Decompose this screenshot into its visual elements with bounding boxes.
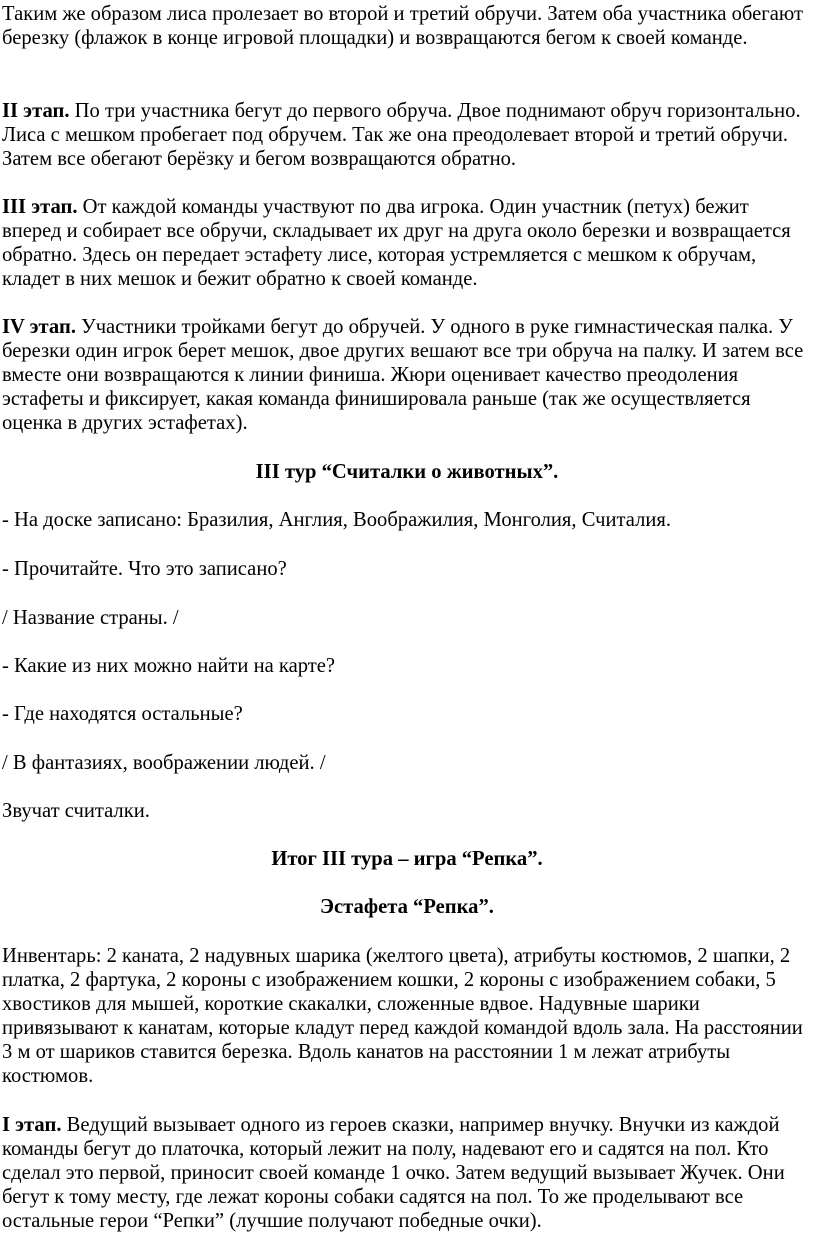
line-read: - Прочитайте. Что это записано? bbox=[2, 558, 287, 580]
paragraph-inventory: Инвентарь: 2 каната, 2 надувных шарика (желтого цвета), атрибуты костюмов, 2 шапки, 2 платка, 2 фартука, 2 короны с изображением кошки, 2 короны с изображением собаки, 5 хвостиков для мышей, короткие скакалки, сложенные вдвое. Надувные шарики привязывают к канатам, которые кладут перед каждой командой вдоль зала. На расстоянии 3 м от шариков ставится березка. Вдоль канатов на расстоянии 1 м лежат атрибуты костюмов. bbox=[2, 945, 803, 1087]
stage-3-text: От каждой команды участвуют по два игрока. Один участник (петух) бежит вперед и собирает все обручи, складывает их друг на друга около березки и возвращается обратно. Здесь он передает эстафету лисе, которая устремляется с мешком к обручам, кладет в них мешок и бежит обратно к своей команде. bbox=[2, 196, 791, 290]
heading-relay: Эстафета “Репка”. bbox=[320, 896, 494, 918]
stage-1-label: I этап. bbox=[2, 1114, 62, 1136]
stage-3-label: III этап. bbox=[2, 196, 78, 218]
line-others: - Где находятся остальные? bbox=[2, 703, 243, 725]
line-board: - На доске записано: Бразилия, Англия, Воображилия, Монголия, Считалия. bbox=[2, 509, 672, 531]
line-counting: Звучат считалки. bbox=[2, 800, 150, 822]
heading-tour-result: Итог III тура – игра “Репка”. bbox=[271, 848, 543, 870]
paragraph-intro: Таким же образом лиса пролезает во второй и третий обручи. Затем оба участника обегают березку (флажок в конце игровой площадки) и возвращаются бегом к своей команде. bbox=[2, 3, 803, 49]
paragraph-stage-2 bbox=[2, 99, 812, 171]
line-map: - Какие из них можно найти на карте? bbox=[2, 655, 336, 677]
stage-1-text: Ведущий вызывает одного из героев сказки, например внучку. Внучки из каждой команды бегут до платочка, который лежит на полу, надевают его и садятся на пол. Кто сделал это первой, приносит своей команде 1 очко. Затем ведущий вызывает Жучек. Они бегут к тому месту, где лежат короны собаки садятся на пол. То же проделывают все остальные герои “Репки” (лучшие получают победные очки). bbox=[2, 1114, 785, 1232]
stage-4-label: IV этап. bbox=[2, 316, 76, 338]
line-fantasy: / В фантазиях, воображении людей. / bbox=[2, 752, 326, 774]
heading-tour-3: III тур “Считалки о животных”. bbox=[255, 461, 559, 483]
stage-2-text: По три участника бегут до первого обруча. Двое поднимают обруч горизонтально. Лиса с мешком пробегает под обручем. Так же она преодолевает второй и третий обручи. Затем все обегают берёзку и бегом возвращаются обратно. bbox=[2, 100, 801, 170]
paragraph-stage-4 bbox=[2, 315, 812, 435]
paragraph-stage-3 bbox=[2, 195, 812, 291]
paragraph-stage-1 bbox=[2, 1113, 812, 1233]
line-country: / Название страны. / bbox=[2, 607, 179, 629]
stage-2-label: II этап. bbox=[2, 100, 70, 122]
stage-4-text: Участники тройками бегут до обручей. У одного в руке гимнастическая палка. У березки один игрок берет мешок, двое других вешают все три обруча на палку. И затем все вместе они возвращаются к линии финиша. Жюри оценивает качество преодоления эстафеты и фиксирует, какая команда финишировала раньше (так же осуществляется оценка в других эстафетах). bbox=[2, 316, 804, 434]
